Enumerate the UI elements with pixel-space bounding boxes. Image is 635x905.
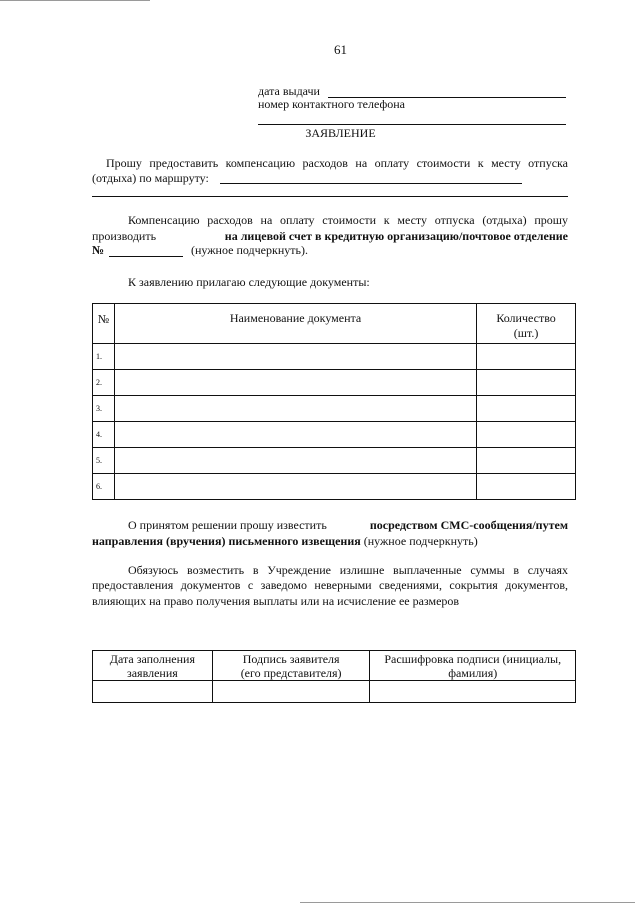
signature-row: [93, 681, 576, 703]
request-text-line2: (отдыха) по маршруту:: [92, 171, 209, 185]
col-header-signature-line1: Подпись заявителя: [242, 651, 340, 666]
document-title: ЗАЯВЛЕНИЕ: [305, 126, 376, 140]
row-document-name[interactable]: [114, 344, 476, 370]
col-header-decoding-line2: фамилия): [448, 665, 498, 680]
notify-method-sms: посредством СМС-сообщения/путем: [369, 518, 568, 532]
signature-cell[interactable]: [212, 681, 370, 703]
account-number-field[interactable]: [109, 256, 183, 257]
col-header-qty-line2: (шт.): [513, 326, 539, 340]
col-header-decoding-line1: Расшифровка подписи (инициалы,: [384, 651, 562, 666]
row-document-name[interactable]: [114, 370, 476, 396]
col-header-fill-date: [93, 651, 213, 681]
request-text-line1: Прошу предоставить компенсацию расходов на оплату стоимости к месту отпуска: [106, 156, 568, 170]
row-quantity[interactable]: [477, 448, 576, 474]
row-quantity[interactable]: [477, 344, 576, 370]
row-document-name[interactable]: [114, 448, 476, 474]
payment-text-line2: [92, 229, 568, 244]
phone-field[interactable]: [258, 124, 566, 125]
signature-table: [92, 650, 576, 703]
table-row: [93, 370, 576, 396]
notify-method-letter: направления (вручения) письменного извещения: [92, 534, 361, 548]
route-field-continued[interactable]: [92, 196, 568, 197]
row-document-name[interactable]: [114, 396, 476, 422]
row-quantity[interactable]: [477, 422, 576, 448]
table-row: [93, 448, 576, 474]
signature-table-header: [93, 651, 576, 681]
payment-note: (нужное подчеркнуть).: [191, 243, 308, 257]
col-header-fill-date-line2: заявления: [126, 665, 178, 680]
row-number: 4.: [93, 422, 115, 448]
row-number: 1.: [93, 344, 115, 370]
scan-edge-top: [0, 0, 150, 1]
phone-label: номер контактного телефона: [258, 97, 405, 111]
table-row: [93, 344, 576, 370]
table-row: [93, 396, 576, 422]
row-quantity[interactable]: [477, 396, 576, 422]
payment-text-line1: Компенсацию расходов на оплату стоимости к месту отпуска (отдыха) прошу: [128, 213, 568, 227]
obligation-line1: Обязуюсь возместить в Учреждение излишне выплаченные суммы в случаях: [128, 563, 568, 577]
col-header-fill-date-line1: Дата заполнения: [109, 651, 195, 666]
payment-text-normal: производить: [92, 229, 157, 243]
col-header-name: Наименование документа: [114, 304, 476, 344]
col-header-qty: [477, 304, 576, 344]
payment-method-options: на лицевой счет в кредитную организацию/почтовое отделение: [224, 229, 568, 243]
notify-text-normal: О принятом решении прошу известить: [128, 518, 327, 532]
row-document-name[interactable]: [114, 422, 476, 448]
col-header-signature-line2: (его представителя): [240, 665, 342, 680]
scan-edge-bottom: [300, 902, 635, 903]
col-header-signature-decoding: [370, 651, 576, 681]
documents-table-header: [93, 304, 576, 344]
table-row: [93, 422, 576, 448]
col-header-qty-line1: Количество: [496, 311, 556, 325]
row-number: 3.: [93, 396, 115, 422]
notify-note: (нужное подчеркнуть): [363, 534, 478, 548]
signature-decoding-cell[interactable]: [370, 681, 576, 703]
row-document-name[interactable]: [114, 474, 476, 500]
obligation-line3: влияющих на право получения выплаты или на исчисление ее размеров: [92, 594, 460, 608]
attachments-intro: К заявлению прилагаю следующие документы:: [128, 275, 370, 289]
payment-number-label: [92, 243, 104, 258]
row-number: 6.: [93, 474, 115, 500]
row-quantity[interactable]: [477, 370, 576, 396]
row-number: 5.: [93, 448, 115, 474]
obligation-line2: предоставления документов с заведомо неверными сведениями, сокрытия документов,: [92, 578, 568, 592]
notify-text-line1: [92, 518, 568, 533]
issue-date-label: дата выдачи: [258, 84, 320, 98]
row-number: 2.: [93, 370, 115, 396]
fill-date-cell[interactable]: [93, 681, 213, 703]
col-header-signature: [212, 651, 370, 681]
number-sign: №: [92, 243, 105, 257]
row-quantity[interactable]: [477, 474, 576, 500]
documents-table: [92, 303, 576, 500]
page-number: 61: [334, 42, 347, 57]
table-row: [93, 474, 576, 500]
col-header-num: №: [93, 304, 115, 344]
route-field[interactable]: [220, 183, 522, 184]
notify-text-line2: [92, 534, 478, 549]
